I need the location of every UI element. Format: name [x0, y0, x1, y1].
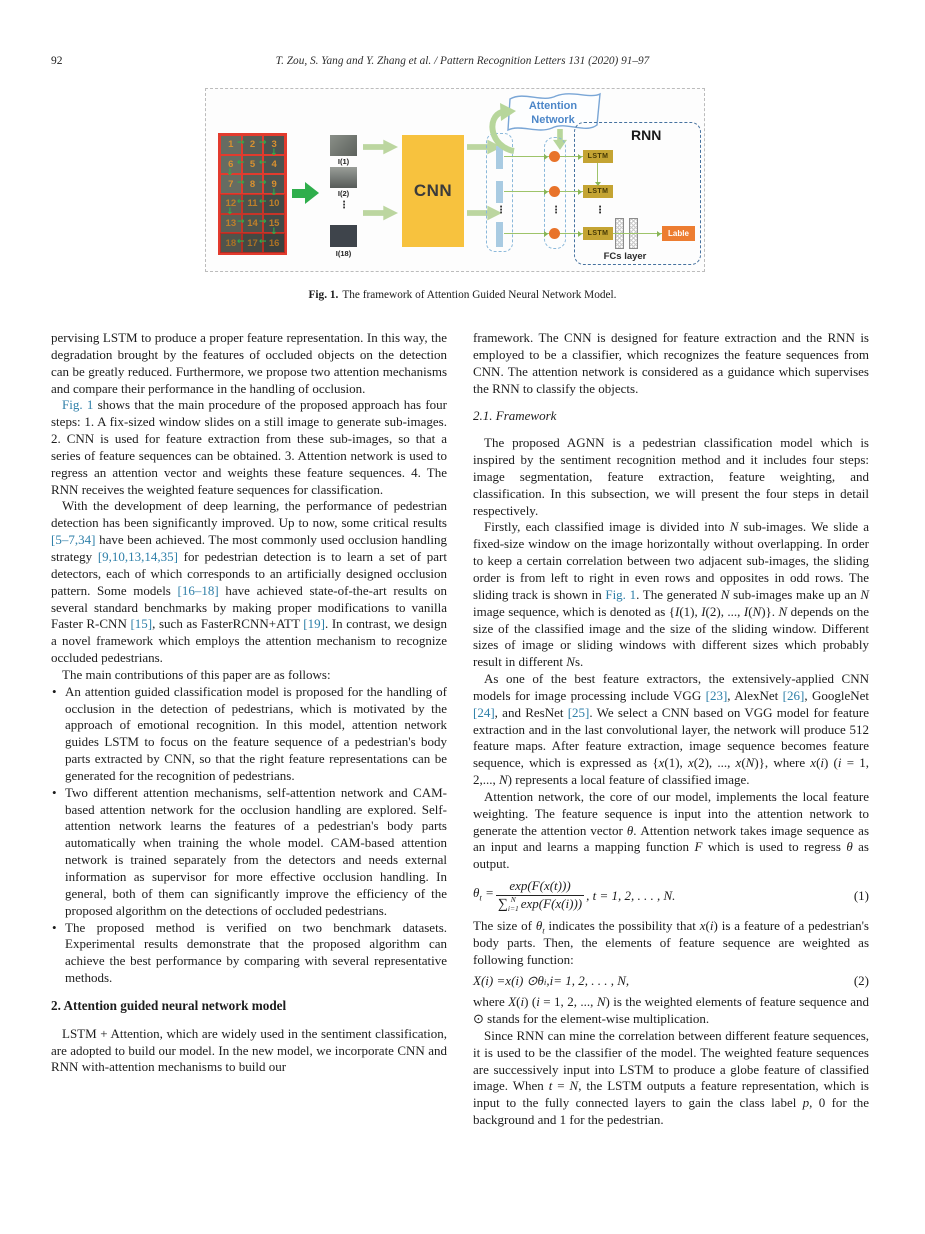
- paragraph: [473, 1028, 869, 1129]
- grid-cell: 16: [263, 233, 285, 253]
- text-segment: x: [505, 973, 512, 989]
- paragraph: [473, 789, 869, 873]
- text-segment: = 1, 2,...,: [473, 755, 869, 788]
- sub-image-1-label: I(1): [337, 157, 350, 166]
- text-segment: N: [596, 994, 606, 1010]
- text-segment: , such as FasterRCNN+ATT: [152, 616, 304, 632]
- grid-cell: 7: [220, 174, 242, 194]
- grid-cell: 15: [263, 214, 285, 234]
- text-segment: for pedestrian detection is to learn a set of part detectors, each of which corresponds to an artificially designed occlusion pattern. Some models: [51, 548, 447, 598]
- grid-cell: 12: [220, 194, 242, 214]
- cnn-block: CNN: [402, 135, 464, 247]
- sub-image-1: [330, 135, 357, 156]
- text-segment: ) is the weighted elements of feature sequence and ⊙ stands for the element-wise multiplication.: [473, 994, 869, 1027]
- text-segment: I: [743, 603, 749, 619]
- arrowhead-icon: [544, 231, 548, 237]
- text-segment: . The generated: [636, 586, 721, 602]
- text-segment: N: [860, 586, 870, 602]
- curved-arrow-icon: [480, 99, 520, 157]
- text-segment: θ: [626, 822, 634, 838]
- text-segment: as output.: [473, 839, 869, 872]
- text-segment: i: [536, 994, 540, 1010]
- paragraph: [473, 519, 869, 671]
- flow-arrow-icon: ↓: [270, 148, 278, 158]
- text-segment: i: [520, 994, 525, 1010]
- text-segment: =: [552, 1078, 570, 1094]
- text-segment: N: [499, 772, 508, 788]
- arrow-icon: [363, 139, 398, 155]
- text-segment: ) ⊙: [519, 973, 538, 989]
- text-segment: ) is a feature of a pedestrian's body parts. Then, the elements of feature sequence are weighted as following function:: [473, 917, 869, 967]
- grid-cell: 13: [220, 214, 242, 234]
- grid-cell: 8: [242, 174, 264, 194]
- feature-bar: [496, 222, 503, 247]
- grid-cell: 2: [242, 135, 264, 155]
- text-segment: . We select a CNN based on VGG model for feature extraction and in the last convolutional layer, the network will produce 512 feature maps. After feature extraction, image sequence becomes feature sequence, which is expressed as {: [473, 704, 869, 771]
- eq1-tail: , t = 1, 2, . . . , N.: [586, 887, 676, 903]
- connector-line: [597, 163, 598, 183]
- text-segment: i: [709, 917, 714, 933]
- figure-caption-text: The framework of Attention Guided Neural Network Model.: [342, 289, 617, 301]
- text-segment: ) (: [824, 755, 838, 771]
- flow-arrow-icon: ←: [259, 197, 267, 207]
- citation-link[interactable]: [25]: [567, 704, 590, 720]
- lstm-block: LSTM: [583, 185, 613, 198]
- text-segment: (: [705, 917, 710, 933]
- contributions-list: [51, 684, 447, 987]
- arrowhead-icon: [544, 154, 548, 160]
- equation-1: [473, 878, 869, 914]
- flow-arrow-icon: ↓: [270, 188, 278, 198]
- citation-link[interactable]: Fig. 1: [605, 586, 637, 602]
- text-segment: N: [778, 603, 788, 619]
- sub-image-18: [330, 225, 357, 247]
- big-arrow-icon: [305, 182, 319, 204]
- paragraph: [51, 498, 447, 666]
- fcs-layer-label: FCs layer: [603, 251, 647, 262]
- text-segment: have been achieved. The most commonly used occlusion handling strategy: [51, 532, 447, 564]
- text-segment: N: [720, 586, 730, 602]
- bullet-icon: •: [52, 919, 57, 935]
- text-segment: framework. The CNN is designed for feature extraction and the RNN is employed to be a classifier, which recognizes the feature sequences from CNN. The attention network is considered as a guidance which supervises the RNN to classify the objects.: [473, 330, 869, 396]
- attention-dot: [549, 228, 560, 239]
- paragraph: [473, 435, 869, 519]
- text-segment: (: [516, 994, 521, 1010]
- paragraph: [51, 397, 447, 498]
- text-segment: ) =: [488, 973, 506, 989]
- paragraph: [51, 1026, 447, 1077]
- flow-arrow-icon: ↓: [226, 207, 234, 217]
- flow-arrow-icon: ←: [237, 197, 245, 207]
- vertical-ellipsis: ⋮: [551, 205, 561, 216]
- text-segment: s.: [574, 654, 584, 670]
- text-segment: (: [748, 603, 753, 619]
- text-segment: (: [511, 973, 516, 989]
- equation-number: (2): [853, 973, 869, 989]
- text-segment: x: [810, 755, 817, 771]
- text-segment: ) (: [524, 994, 537, 1010]
- text-segment: x: [658, 755, 665, 771]
- arrowhead-icon: [578, 189, 582, 195]
- text-segment: . Attention network takes image sequence as an input and learns a mapping function: [473, 822, 869, 855]
- text-segment: (1),: [664, 755, 688, 771]
- text-segment: I: [675, 603, 680, 619]
- grid-cell: 4: [263, 155, 285, 175]
- text-segment: i: [837, 755, 842, 771]
- grid-cell: 6: [220, 155, 242, 175]
- figure-1-diagram: [205, 88, 705, 272]
- grid-cell: 11: [242, 194, 264, 214]
- text-segment: N: [566, 654, 575, 670]
- equation-number: (1): [853, 887, 869, 903]
- connector-line: [504, 233, 549, 234]
- text-segment: i: [549, 973, 554, 989]
- subsection-heading: 2.1. Framework: [473, 408, 557, 424]
- citation-link[interactable]: [16–18]: [177, 582, 219, 598]
- text-segment: The main contributions of this paper are as follows:: [62, 666, 331, 682]
- feature-bar: [496, 181, 503, 203]
- flow-arrow-icon: ↓: [226, 168, 234, 178]
- text-segment: N: [729, 519, 739, 535]
- connector-line: [613, 233, 662, 234]
- flow-arrow-icon: →: [259, 217, 267, 227]
- vertical-ellipsis: ⋮: [595, 205, 605, 216]
- list-item: • Two different attention mechanisms, self-attention network and CAM-based attention network for the occlusion handling are explored. Self-attention network learns the features of a pedestrian's body parts automatically when training the whole model. CAM-based attention network is trained separately from the detectors and needs external information as supervisor for more effective occlusion handling. In general, both of them can significantly improve the efficiency of the proposed algorithm on the detections of occluded pedestrians.: [52, 784, 447, 918]
- big-arrow-icon: [292, 189, 305, 198]
- text-segment: X: [473, 973, 481, 989]
- text-segment: , 0 for the background and 1 for the pedestrian.: [473, 1095, 869, 1128]
- text-segment: x: [699, 917, 706, 933]
- text-segment: )}.: [761, 603, 779, 619]
- text-segment: ) represents a local feature of classified image.: [507, 772, 750, 788]
- text-segment: , the LSTM outputs a feature representation, which is input to the fully connected layers to gain the class label: [473, 1078, 869, 1111]
- arrowhead-icon: [595, 182, 601, 186]
- bullet-icon: •: [52, 683, 57, 699]
- text-segment: (2), ...,: [693, 755, 736, 771]
- section-heading: 2. Attention guided neural network model: [51, 997, 287, 1013]
- grid-cell: 14: [242, 214, 264, 234]
- list-item: • An attention guided classification model is proposed for the handling of occlusion in the detection of pedestrians, which is motivated by the approach of emotional recognition. In this model, attention network guides LSTM to focus on the feature sequence of a pedestrian's body parts extracted by CNN, so that the right feature representations can be generated for the recognition of pedestrians.: [52, 683, 447, 783]
- arrow-icon: [363, 205, 398, 221]
- eq1-lhs: $\theta_t$ =: [473, 885, 494, 903]
- sub-image-18-label: I(18): [335, 249, 352, 258]
- attention-label-line2: Network: [531, 114, 575, 126]
- text-segment: sub-images make up an: [729, 586, 861, 602]
- vertical-ellipsis: ⋮: [339, 200, 349, 211]
- flow-arrow-icon: →: [259, 178, 267, 188]
- text-segment: sub-images. We slide a fixed-size window on the image horizontally without overlapping. In order to keep a certain correlation between two adjacent sub-images, the sliding order is from left to right in even rows and opposites in odd rows. The sliding track is shown in: [473, 519, 869, 602]
- sub-image-2: [330, 167, 357, 188]
- text-segment: (: [741, 755, 746, 771]
- text-segment: x: [735, 755, 742, 771]
- page-number: 92: [51, 55, 63, 67]
- text-segment: which is used to regress: [702, 839, 847, 855]
- flow-arrow-icon: ↓: [270, 227, 278, 237]
- citation-link[interactable]: [23]: [705, 687, 728, 703]
- text-segment: )}, where: [754, 755, 811, 771]
- text-segment: ,: [546, 973, 550, 989]
- eq1-fraction: exp(F(x(t))) ∑ N i=1 exp(F(x(i))): [497, 878, 583, 914]
- running-title: T. Zou, S. Yang and Y. Zhang et al. / Pattern Recognition Letters 131 (2020) 91–97: [275, 55, 650, 67]
- text-segment: x: [687, 755, 694, 771]
- connector-line: [504, 191, 549, 192]
- paragraph: [473, 671, 869, 789]
- rnn-label: RNN: [631, 127, 662, 143]
- text-segment: . In contrast, we design a novel framework which employs the attention mechanism to recognize occluded pedestrians.: [51, 616, 447, 666]
- text-segment: , GoogleNet: [804, 687, 869, 703]
- grid-cell: 18: [220, 233, 242, 253]
- text-segment: LSTM + Attention, which are widely used in the sentiment classification, are adopted to build our model. In the new model, we incorporate CNN and RNN with-attention mechanisms to build our: [51, 1025, 447, 1075]
- text-segment: θ: [535, 917, 543, 933]
- arrowhead-icon: [657, 231, 661, 237]
- vertical-ellipsis: ⋮: [496, 205, 506, 216]
- paragraph: [51, 667, 447, 684]
- flow-arrow-icon: ←: [259, 237, 267, 247]
- grid-cell: 1: [220, 135, 242, 155]
- citation-link[interactable]: [19]: [303, 616, 325, 632]
- flow-arrow-icon: ←: [237, 237, 245, 247]
- grid-cell: 10: [263, 194, 285, 214]
- eq2-body: X ( i ) = x ( i ) ⊙ θ i , i = 1, 2, . . . , N,: [473, 973, 630, 989]
- text-segment: N: [752, 603, 762, 619]
- text-segment: = 1, 2, . . . , N,: [553, 973, 630, 989]
- attention-dot: [549, 186, 560, 197]
- citation-link[interactable]: [15]: [130, 616, 153, 632]
- text-segment: (1),: [679, 603, 702, 619]
- text-segment: t: [548, 1078, 553, 1094]
- right-column: [473, 330, 869, 1129]
- text-segment: = 1, 2, ...,: [539, 994, 597, 1010]
- paragraph: [51, 330, 447, 397]
- text-segment: I: [701, 603, 706, 619]
- text-segment: indicates the possibility that: [544, 917, 700, 933]
- citation-link[interactable]: Fig. 1: [62, 397, 94, 413]
- text-segment: pervising LSTM to produce a proper feature representation. In this way, the degradation brought by the features of occluded objects on the detection can be greatly reduced. Furthermore, we propose two attention mechanisms and compare their performance in the handling of occlusion.: [51, 330, 447, 396]
- flow-arrow-icon: ←: [237, 158, 245, 168]
- sub-image-2-label: I(2): [337, 189, 350, 198]
- citation-link[interactable]: [9,10,13,14,35]: [97, 548, 178, 564]
- grid-cell: 17: [242, 233, 264, 253]
- equation-2: [473, 973, 869, 990]
- text-segment: depends on the size of the classified image and the size of the sliding window. Different sizes of image or sliding windows with different sizes which probably result in different: [473, 603, 869, 670]
- text-segment: θ: [537, 973, 544, 989]
- text-segment: i: [515, 973, 520, 989]
- citation-link[interactable]: [5–7,34]: [51, 532, 96, 548]
- text-segment: i: [485, 973, 489, 989]
- text-segment: shows that the main procedure of the proposed approach has four steps: 1. A fix-sized window slides on a still image to generate sub-images. 2. CNN is used for feature extraction from these sub-images, so that a series of feature sequences can be obtained. 3. Attention network is used to regress an attention vector and weights these feature sequences. 4. The RNN receives the weighted feature sequences for classification.: [51, 397, 448, 497]
- paragraph: [473, 918, 869, 969]
- lstm-block: LSTM: [583, 150, 613, 163]
- grid-cell: 3: [263, 135, 285, 155]
- text-segment: (: [816, 755, 821, 771]
- connector-line: [504, 156, 549, 157]
- grid-cell: 5: [242, 155, 264, 175]
- grid-cell: 9: [263, 174, 285, 194]
- text-segment: F: [694, 839, 703, 855]
- text-segment: p: [802, 1095, 810, 1111]
- output-label-box: Lable: [662, 226, 695, 241]
- text-segment: , and ResNet: [494, 704, 568, 720]
- text-segment: N: [745, 755, 755, 771]
- text-segment: (: [480, 973, 486, 989]
- text-segment: The proposed AGNN is a pedestrian classification model which is inspired by the sentiment recognition method and it includes four steps: image segmentation, feature extraction, feature weighting, and classification. In this subsection, we will present the four steps in detail respectively.: [473, 435, 869, 518]
- left-column: [51, 330, 447, 1076]
- text-segment: have achieved state-of-the-art results on several standard benchmarks by making proper modifications to vanilla Faster R-CNN: [51, 582, 448, 632]
- text-segment: Firstly, each classified image is divided into: [484, 519, 730, 535]
- flow-arrow-icon: →: [237, 178, 245, 188]
- figure-caption: [0, 289, 925, 301]
- attention-label-line1: Attention: [528, 100, 578, 112]
- flow-arrow-icon: →: [237, 217, 245, 227]
- text-segment: Since RNN can mine the correlation between different feature sequences, it is used to be the classifier of the model. The weighted feature sequences are successively input into LSTM to produce a globe feature of classified image. When: [473, 1027, 869, 1094]
- paragraph: [473, 994, 869, 1028]
- text-segment: The size of: [473, 917, 536, 933]
- text-segment: where: [473, 994, 509, 1010]
- bullet-icon: •: [52, 784, 57, 800]
- text-segment: , AlexNet: [727, 687, 783, 703]
- text-segment: Attention network, the core of our model, implements the local feature weighting. The feature sequence is input into the attention network to generate the attention vector: [473, 788, 869, 838]
- list-item: • The proposed method is verified on two benchmark datasets. Experimental results demonstrate that the proposed algorithm can achieve the best performance by comparing with several representative methods.: [52, 919, 447, 986]
- text-segment: (2), ...,: [705, 603, 744, 619]
- flow-arrow-icon: →: [237, 138, 245, 148]
- lstm-block: LSTM: [583, 227, 613, 240]
- paragraph: [473, 330, 869, 397]
- figure-caption-label: Fig. 1.: [308, 289, 339, 301]
- arrowhead-icon: [578, 154, 582, 160]
- arrowhead-icon: [578, 231, 582, 237]
- text-segment: X: [508, 994, 517, 1010]
- flow-arrow-icon: →: [259, 138, 267, 148]
- citation-link[interactable]: [26]: [782, 687, 805, 703]
- arrowhead-icon: [544, 189, 548, 195]
- text-segment: With the development of deep learning, the performance of pedestrian detection has been significantly improved. Up to now, some critical results: [51, 498, 447, 531]
- text-segment: N: [569, 1078, 579, 1094]
- text-segment: t: [542, 925, 545, 936]
- flow-arrow-icon: ←: [259, 158, 267, 168]
- text-segment: i: [820, 755, 825, 771]
- attention-dot: [549, 151, 560, 162]
- text-segment: As one of the best feature extractors, the extensively-applied CNN models for image processing include VGG: [473, 671, 869, 703]
- text-segment: θ: [846, 839, 853, 855]
- text-segment: image sequence, which is denoted as {: [473, 603, 675, 619]
- citation-link[interactable]: [24]: [473, 704, 495, 720]
